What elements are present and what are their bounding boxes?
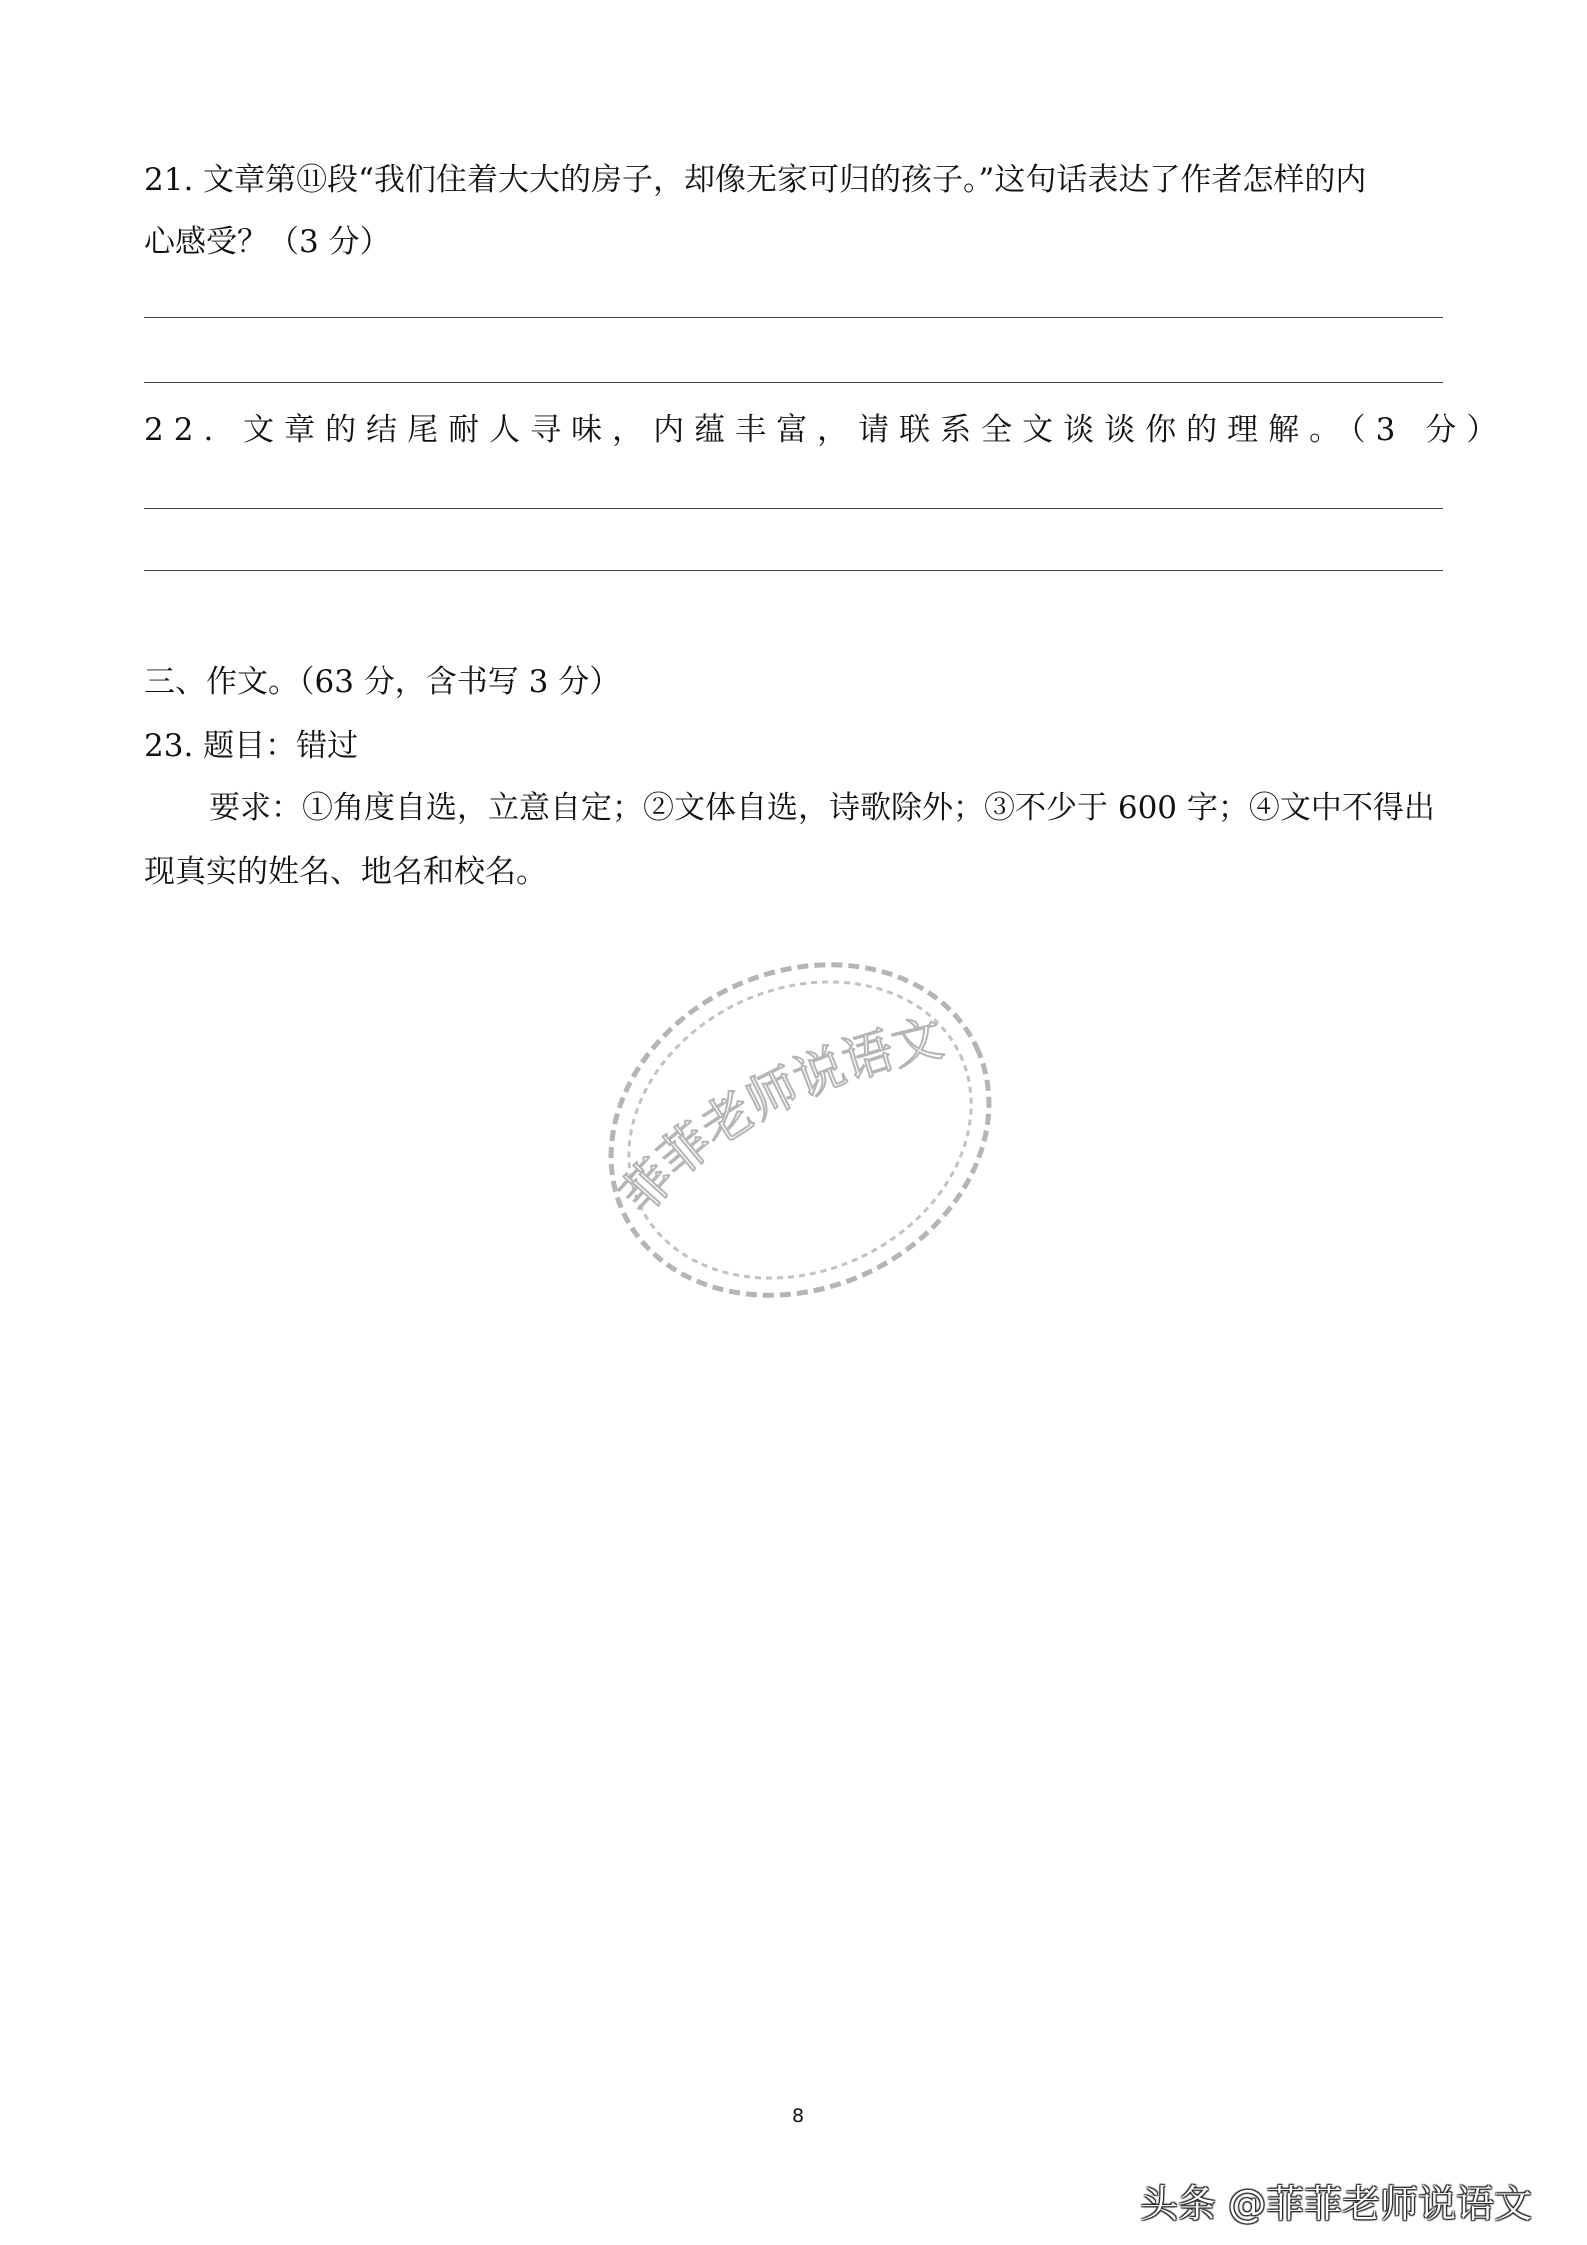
section-heading: 三、作文。（63 分，含书写 3 分） bbox=[144, 664, 621, 700]
stamp-text bbox=[609, 1009, 948, 1225]
q23-requirement-line-2: 现真实的姓名、地名和校名。 bbox=[144, 854, 547, 890]
q21-answer-line-2 bbox=[144, 382, 1443, 383]
q23-requirement-line-1: 要求：①角度自选，立意自定；②文体自选，诗歌除外；③不少于 600 字；④文中不得出 bbox=[209, 790, 1435, 826]
q22-text: 22. 文章的结尾耐人寻味，内蕴丰富，请联系全文谈谈你的理解。（3 分） bbox=[144, 412, 1508, 448]
q21-text-line-2: 心感受？（3 分） bbox=[144, 224, 391, 260]
platform-watermark: 头条 @菲菲老师说语文 bbox=[1140, 2182, 1533, 2226]
q21-answer-line-1 bbox=[144, 317, 1443, 318]
q23-title: 23. 题目：错过 bbox=[144, 728, 359, 764]
stamp-inner-ring bbox=[590, 940, 1010, 1320]
q22-answer-line-1 bbox=[144, 508, 1443, 509]
q22-answer-line-2 bbox=[144, 570, 1443, 571]
q21-text-line-1: 21. 文章第⑪段“我们住着大大的房子，却像无家可归的孩子。”这句话表达了作者怎样的内 bbox=[144, 162, 1367, 198]
page-number: 8 bbox=[791, 2105, 805, 2127]
stamp-outer-ring bbox=[590, 940, 1010, 1320]
stamp-text-path: 菲菲老师说语文 bbox=[609, 1008, 949, 1225]
stamp-watermark bbox=[590, 940, 1010, 1320]
